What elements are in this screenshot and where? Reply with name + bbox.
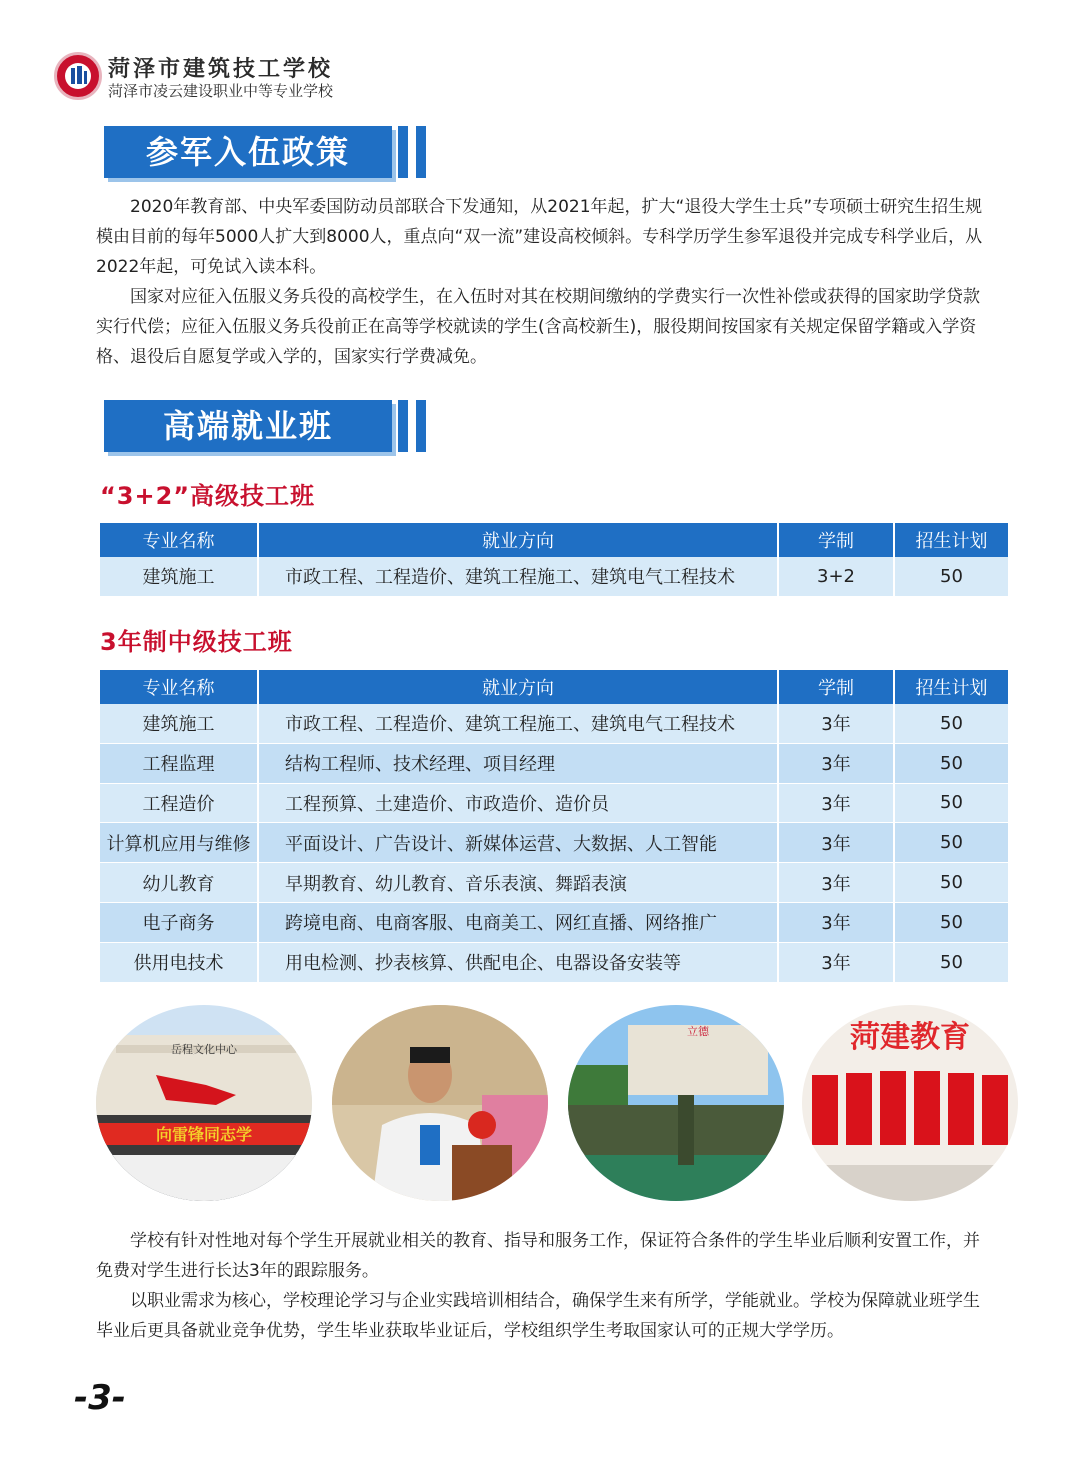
paragraph: 2020年教育部、中央军委国防动员部联合下发通知，从2021年起，扩大“退役大学生士兵”专项硕士研究生招生规模由目前的每年5000人扩大到8000人，重点向“双一流”建设高校倾斜。专科学历学生参军退役并完成专科学业后，从2022年起，可免试入读本科。: [96, 197, 983, 277]
major-cell: 建筑施工: [100, 704, 258, 743]
direction-cell: 结构工程师、技术经理、项目经理: [258, 743, 778, 783]
quota-cell: 50: [894, 863, 1008, 903]
column-header: 招生计划: [894, 670, 1008, 704]
column-header: 就业方向: [258, 523, 778, 557]
table-row: [100, 942, 1008, 982]
column-header: 招生计划: [894, 523, 1008, 557]
building-sign-text: 立德: [687, 1025, 709, 1038]
table-row: [100, 704, 1008, 743]
direction-cell: 平面设计、广告设计、新媒体运营、大数据、人工智能: [258, 823, 778, 863]
etiquette-team-photo: [802, 1005, 1018, 1201]
quota-cell: 50: [894, 902, 1008, 942]
volunteer-group-photo: [96, 1005, 312, 1201]
duration-cell: 3年: [778, 942, 894, 982]
employment-text: [96, 1226, 996, 1346]
military-training-photo: [568, 1005, 784, 1201]
class-title: 3年制中级技工班: [100, 628, 293, 656]
policy-text: [96, 192, 996, 372]
advanced-class-table: [100, 523, 1008, 597]
quota-cell: 50: [894, 704, 1008, 743]
paragraph: 学校有针对性地对每个学生开展就业相关的教育、指导和服务工作，保证符合条件的学生毕业后顺利安置工作，并免费对学生进行长达3年的跟踪服务。: [96, 1231, 980, 1281]
table-row: [100, 743, 1008, 783]
major-cell: 供用电技术: [100, 942, 258, 982]
duration-cell: 3年: [778, 902, 894, 942]
paragraph: 国家对应征入伍服义务兵役的高校学生，在入伍时对其在校期间缴纳的学费实行一次性补偿或获得的国家助学贷款实行代偿；应征入伍服义务兵役前正在高等学校就读的学生(含高校新生)，服役期间按国家有关规定保留学籍或入学资格、退役后自愿复学或入学的，国家实行学费减免。: [96, 287, 980, 367]
paragraph: 以职业需求为核心，学校理论学习与企业实践培训相结合，确保学生来有所学，学能就业。学校为保障就业班学生毕业后更具备就业竞争优势，学生毕业获取毕业证后，学校组织学生考取国家认可的正规大学学历。: [96, 1291, 980, 1341]
table-row: [100, 863, 1008, 903]
table-row: [100, 557, 1008, 596]
column-header: 专业名称: [100, 523, 258, 557]
quota-cell: 50: [894, 557, 1008, 596]
duration-cell: 3+2: [778, 557, 894, 596]
major-cell: 工程监理: [100, 743, 258, 783]
duration-cell: 3年: [778, 743, 894, 783]
section-title: 参军入伍政策: [145, 133, 350, 171]
table-row: [100, 783, 1008, 823]
direction-cell: 市政工程、工程造价、建筑工程施工、建筑电气工程技术: [258, 557, 778, 596]
quota-cell: 50: [894, 823, 1008, 863]
major-cell: 电子商务: [100, 902, 258, 942]
quota-cell: 50: [894, 743, 1008, 783]
table-row: [100, 823, 1008, 863]
column-header: 学制: [778, 523, 894, 557]
major-cell: 计算机应用与维修: [100, 823, 258, 863]
quota-cell: 50: [894, 783, 1008, 823]
direction-cell: 市政工程、工程造价、建筑工程施工、建筑电气工程技术: [258, 704, 778, 743]
page-number: -3-: [74, 1378, 126, 1418]
duration-cell: 3年: [778, 863, 894, 903]
column-header: 学制: [778, 670, 894, 704]
direction-cell: 用电检测、抄表核算、供配电企、电器设备安装等: [258, 942, 778, 982]
wall-text: 菏建教育: [850, 1020, 970, 1055]
duration-cell: 3年: [778, 783, 894, 823]
school-subname: 菏泽市凌云建设职业中等专业学校: [108, 82, 334, 100]
direction-cell: 跨境电商、电商客服、电商美工、网红直播、网络推广: [258, 902, 778, 942]
school-name: 菏泽市建筑技工学校: [108, 57, 334, 82]
class-title: “3+2”高级技工班: [100, 482, 316, 510]
direction-cell: 早期教育、幼儿教育、音乐表演、舞蹈表演: [258, 863, 778, 903]
major-cell: 工程造价: [100, 783, 258, 823]
table-row: [100, 902, 1008, 942]
duration-cell: 3年: [778, 704, 894, 743]
banner-stripes-icon: [398, 126, 432, 178]
school-logo-icon: [54, 52, 102, 100]
major-cell: 幼儿教育: [100, 863, 258, 903]
section-title: 高端就业班: [162, 407, 333, 445]
major-cell: 建筑施工: [100, 557, 258, 596]
column-header: 就业方向: [258, 670, 778, 704]
banner-stripes-icon: [398, 400, 432, 452]
column-header: 专业名称: [100, 670, 258, 704]
speaker-photo: [332, 1005, 548, 1201]
section-title-banner: [104, 126, 392, 178]
flag-text: 向雷锋同志学: [155, 1125, 253, 1144]
quota-cell: 50: [894, 942, 1008, 982]
building-sign-text: 岳程文化中心: [171, 1043, 237, 1056]
intermediate-class-table: [100, 670, 1008, 983]
direction-cell: 工程预算、土建造价、市政造价、造价员: [258, 783, 778, 823]
section-title-banner: [104, 400, 392, 452]
duration-cell: 3年: [778, 823, 894, 863]
